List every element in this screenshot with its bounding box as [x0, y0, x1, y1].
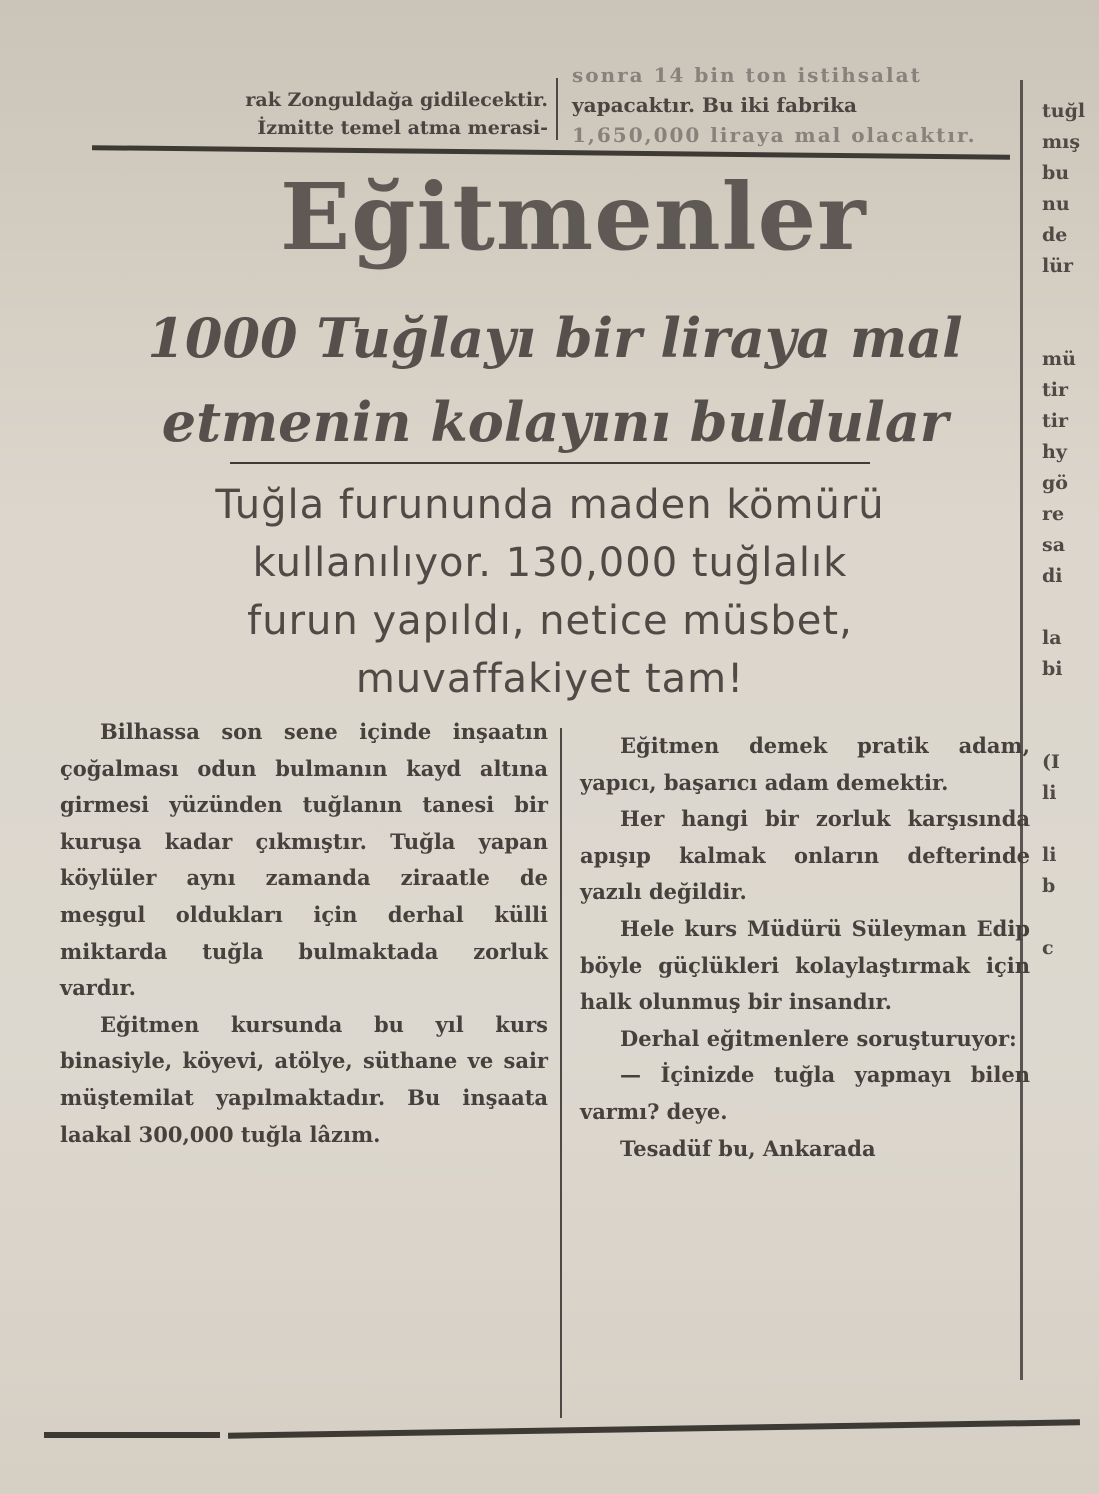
edge-fragment: re — [1042, 503, 1065, 525]
edge-fragment: bu — [1042, 162, 1070, 184]
edge-fragment: sa — [1042, 534, 1066, 556]
article-body-right-column — [580, 728, 1030, 1167]
edge-fragment: li — [1042, 782, 1057, 804]
edge-fragment: c — [1042, 937, 1054, 959]
previous-article-left-line: rak Zonguldağa gidilecektir. — [245, 89, 548, 111]
previous-article-left-fragment — [108, 86, 548, 142]
edge-fragment — [1042, 809, 1099, 840]
body-paragraph: Her hangi bir zorluk karşısında apışıp kalmak onların defterinde yazılı değildir. — [580, 806, 1030, 905]
article-headline: Eğitmenler — [280, 163, 867, 271]
bottom-rule-right — [228, 1419, 1080, 1438]
column-divider — [556, 78, 558, 140]
edge-fragment: di — [1042, 565, 1063, 587]
edge-fragment: li — [1042, 844, 1057, 866]
edge-fragment: tir — [1042, 379, 1069, 401]
body-paragraph: Eğitmen demek pratik adam, yapıcı, başarıcı adam demektir. — [580, 733, 1030, 795]
headline-rule — [230, 462, 870, 464]
previous-article-right-line: sonra 14 bin ton istihsalat — [572, 63, 922, 87]
subheadline-line: etmenin kolayını buldular — [161, 390, 949, 454]
body-paragraph: — İçinizde tuğla yapmayı bilen varmı? deye. — [580, 1062, 1030, 1124]
deck-line: furun yapıldı, netice müsbet, — [247, 598, 853, 644]
edge-fragment: tuğl — [1042, 100, 1086, 122]
neighbouring-column-fragment — [1042, 96, 1099, 964]
edge-fragment: lür — [1042, 255, 1074, 277]
body-paragraph: Derhal eğitmenlere soruşturuyor: — [620, 1025, 1017, 1051]
bottom-rule-left — [44, 1432, 220, 1438]
edge-fragment — [1042, 902, 1099, 933]
deck-line: kullanılıyor. 130,000 tuğlalık — [252, 540, 848, 586]
edge-fragment: mü — [1042, 348, 1076, 370]
body-paragraph: Bilhassa son sene içinde inşaatın çoğalması odun bulmanın kayd altına girmesi yüzünden tuğlanın tanesi bir kuruşa kadar çıkmıştır. Tuğla yapan köylüler aynı zamanda ziraatle de meşgul oldukları için derhal külli miktarda tuğla bulmaktada zorluk vardır. — [60, 719, 548, 1001]
article-subheadline — [90, 296, 1020, 464]
edge-fragment: la — [1042, 627, 1062, 649]
edge-fragment: tir — [1042, 410, 1069, 432]
edge-fragment: bi — [1042, 658, 1063, 680]
previous-article-right-fragment — [572, 60, 1002, 150]
article-body-left-column — [60, 714, 548, 1153]
edge-fragment: gö — [1042, 472, 1068, 494]
edge-fragment — [1042, 313, 1099, 344]
edge-fragment — [1042, 592, 1099, 623]
edge-fragment: de — [1042, 224, 1068, 246]
edge-fragment: b — [1042, 875, 1056, 897]
previous-article-right-line: 1,650,000 liraya mal olacaktır. — [572, 123, 977, 147]
deck-line: Tuğla furununda maden kömürü — [215, 482, 885, 528]
edge-fragment: (I — [1042, 751, 1060, 773]
body-paragraph: Eğitmen kursunda bu yıl kurs binasiyle, köyevi, atölye, süthane ve sair müştemilat yapılmaktadır. Bu inşaata laakal 300,000 tuğla lâzım. — [60, 1011, 548, 1147]
previous-article-right-line: yapacaktır. Bu iki fabrika — [572, 93, 857, 117]
edge-fragment: mış — [1042, 131, 1081, 153]
previous-article-left-line: İzmitte temel atma merasi- — [257, 117, 548, 139]
article-deck — [90, 476, 1010, 708]
edge-fragment: nu — [1042, 193, 1070, 215]
edge-fragment: hy — [1042, 441, 1067, 463]
subheadline-line: 1000 Tuğlayı bir liraya mal — [147, 306, 963, 370]
edge-fragment — [1042, 716, 1099, 747]
edge-fragment — [1042, 685, 1099, 716]
column-divider — [560, 728, 562, 1418]
deck-line: muvaffakiyet tam! — [355, 656, 745, 702]
body-paragraph: Tesadüf bu, Ankarada — [620, 1135, 876, 1161]
edge-fragment — [1042, 282, 1099, 313]
body-paragraph: Hele kurs Müdürü Süleyman Edip böyle güçlükleri kolaylaştırmak için halk olunmuş bir insandır. — [580, 915, 1030, 1015]
